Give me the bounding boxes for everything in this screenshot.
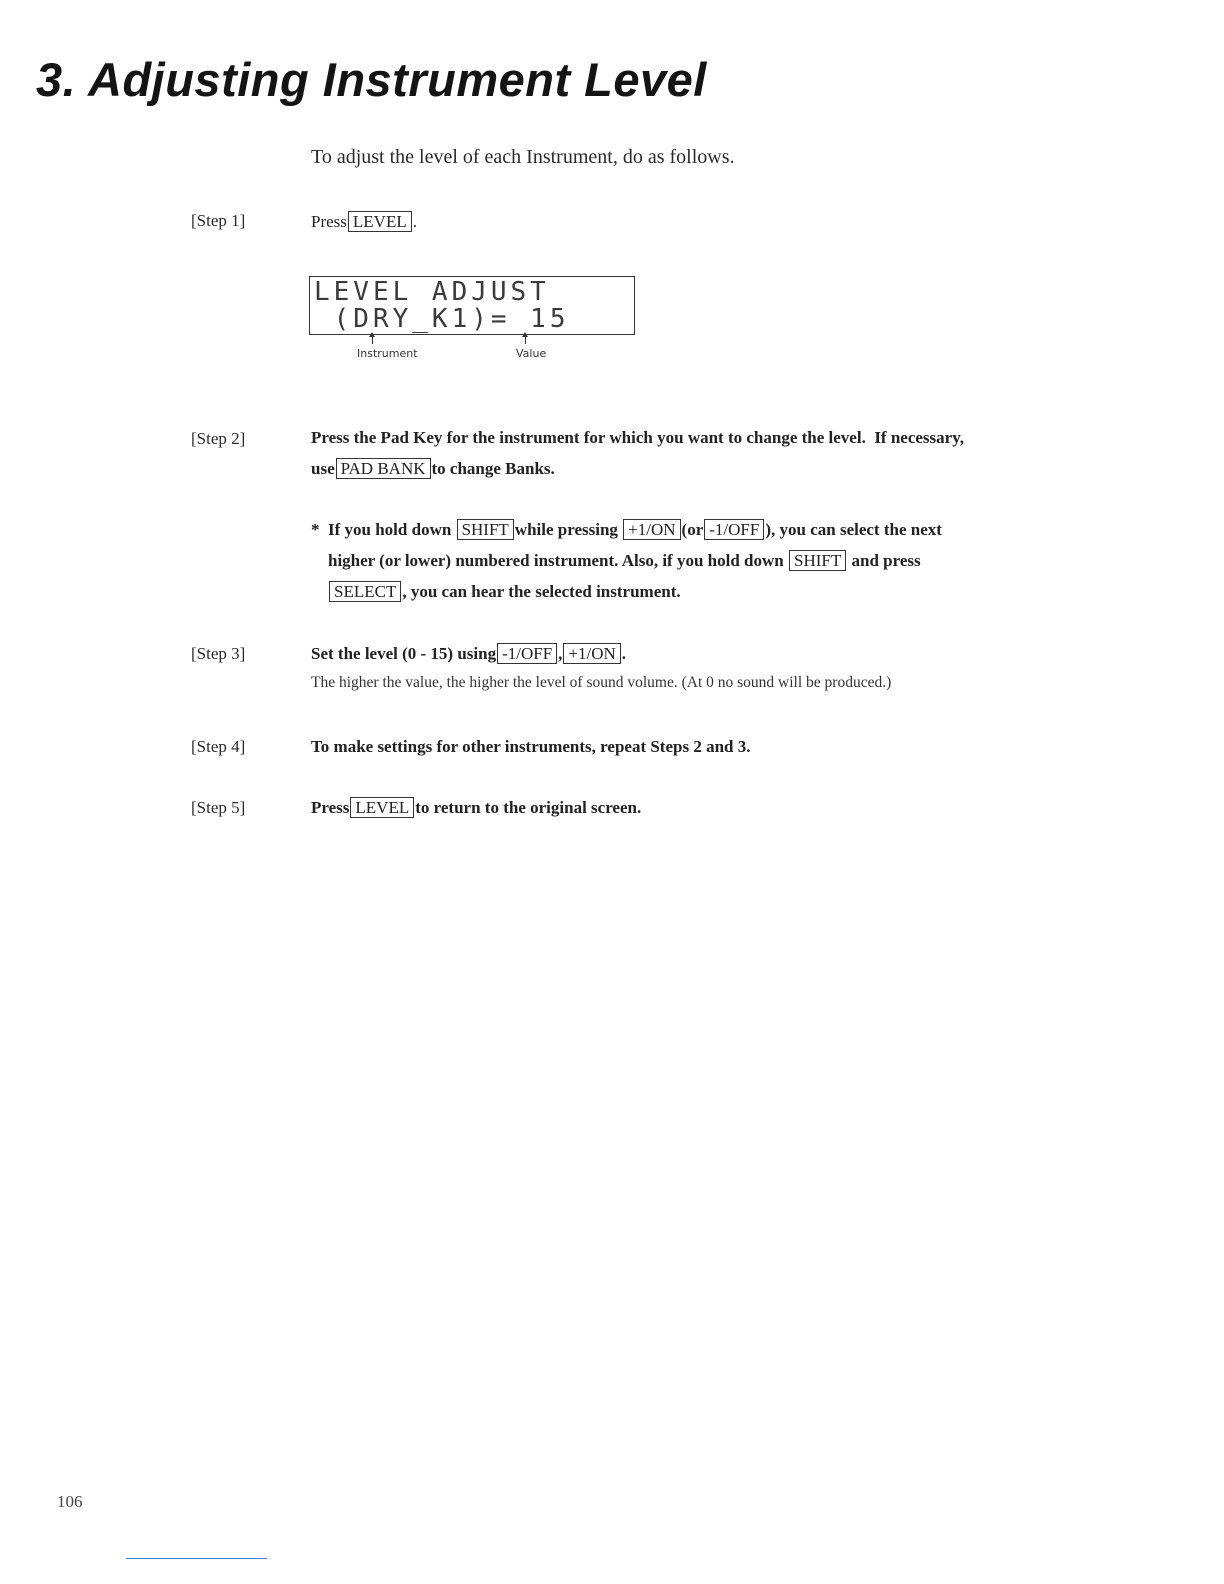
level-key: LEVEL bbox=[348, 211, 412, 232]
value-arrow-icon bbox=[525, 336, 526, 344]
step-2-label: [Step 2] bbox=[191, 429, 246, 448]
value-caption: Value bbox=[516, 347, 547, 360]
note-line-1 bbox=[311, 514, 1011, 545]
step-1-post: . bbox=[412, 212, 417, 231]
shift-key: SHIFT bbox=[457, 519, 514, 540]
minus-one-off-key: -1/OFF bbox=[704, 519, 764, 540]
step-2-line-1: Press the Pad Key for the instrument for which you want to change the level. If necessary, bbox=[311, 428, 965, 447]
step-3-sep: , bbox=[558, 644, 563, 663]
note-text-1: If you hold down bbox=[328, 520, 452, 539]
step-5-pre: Press bbox=[311, 798, 350, 817]
step-1-text bbox=[311, 206, 417, 237]
step-5-text bbox=[311, 792, 641, 823]
step-5-label: [Step 5] bbox=[191, 798, 246, 817]
select-key: SELECT bbox=[329, 581, 401, 602]
step-3-subtext: The higher the value, the higher the level of sound volume. (At 0 no sound will be produced.) bbox=[311, 674, 892, 691]
pad-bank-key: PAD BANK bbox=[336, 458, 431, 479]
lcd-display bbox=[309, 276, 635, 335]
page-number: 106 bbox=[57, 1492, 83, 1511]
note-text-6: and press bbox=[851, 551, 921, 570]
intro-text: To adjust the level of each Instrument, do as follows. bbox=[311, 146, 735, 168]
plus-one-on-key: +1/ON bbox=[623, 519, 680, 540]
step-4-text: To make settings for other instruments, repeat Steps 2 and 3. bbox=[311, 737, 751, 756]
lcd-line-2: (DRY_K1)= 15 bbox=[314, 304, 570, 334]
step-3-pre: Set the level (0 - 15) using bbox=[311, 644, 497, 663]
shift-key-2: SHIFT bbox=[789, 550, 846, 571]
note-text-7: , you can hear the selected instrument. bbox=[402, 582, 681, 601]
instrument-arrow-icon bbox=[372, 336, 373, 344]
step-1-label: [Step 1] bbox=[191, 211, 246, 230]
step-3-post: . bbox=[621, 644, 627, 663]
step-2-note bbox=[311, 514, 1011, 607]
footer-rule bbox=[126, 1558, 267, 1559]
note-star: * bbox=[311, 520, 320, 539]
lcd-line-1: LEVEL ADJUST bbox=[314, 277, 550, 307]
step-5-post: to return to the original screen. bbox=[415, 798, 642, 817]
level-key-2: LEVEL bbox=[350, 797, 414, 818]
step-1-pre: Press bbox=[311, 212, 347, 231]
step-2-post: to change Banks. bbox=[431, 459, 555, 478]
instrument-caption: Instrument bbox=[357, 347, 418, 360]
step-3-label: [Step 3] bbox=[191, 644, 246, 663]
note-line-3 bbox=[311, 576, 1011, 607]
minus-one-off-key-2: -1/OFF bbox=[497, 643, 557, 664]
note-text-5: higher (or lower) numbered instrument. Also, if you hold down bbox=[328, 551, 784, 570]
page-title: 3. Adjusting Instrument Level bbox=[36, 53, 707, 106]
step-3-text bbox=[311, 638, 626, 669]
note-text-4: ), you can select the next bbox=[765, 520, 942, 539]
step-2-use: use bbox=[311, 459, 335, 478]
step-2-text bbox=[311, 422, 1011, 484]
note-text-2: while pressing bbox=[514, 520, 618, 539]
step-4-label: [Step 4] bbox=[191, 737, 246, 756]
note-text-3: (or bbox=[681, 520, 704, 539]
note-line-2 bbox=[311, 545, 1011, 576]
plus-one-on-key-2: +1/ON bbox=[563, 643, 620, 664]
step-2-line-2 bbox=[311, 453, 1011, 484]
